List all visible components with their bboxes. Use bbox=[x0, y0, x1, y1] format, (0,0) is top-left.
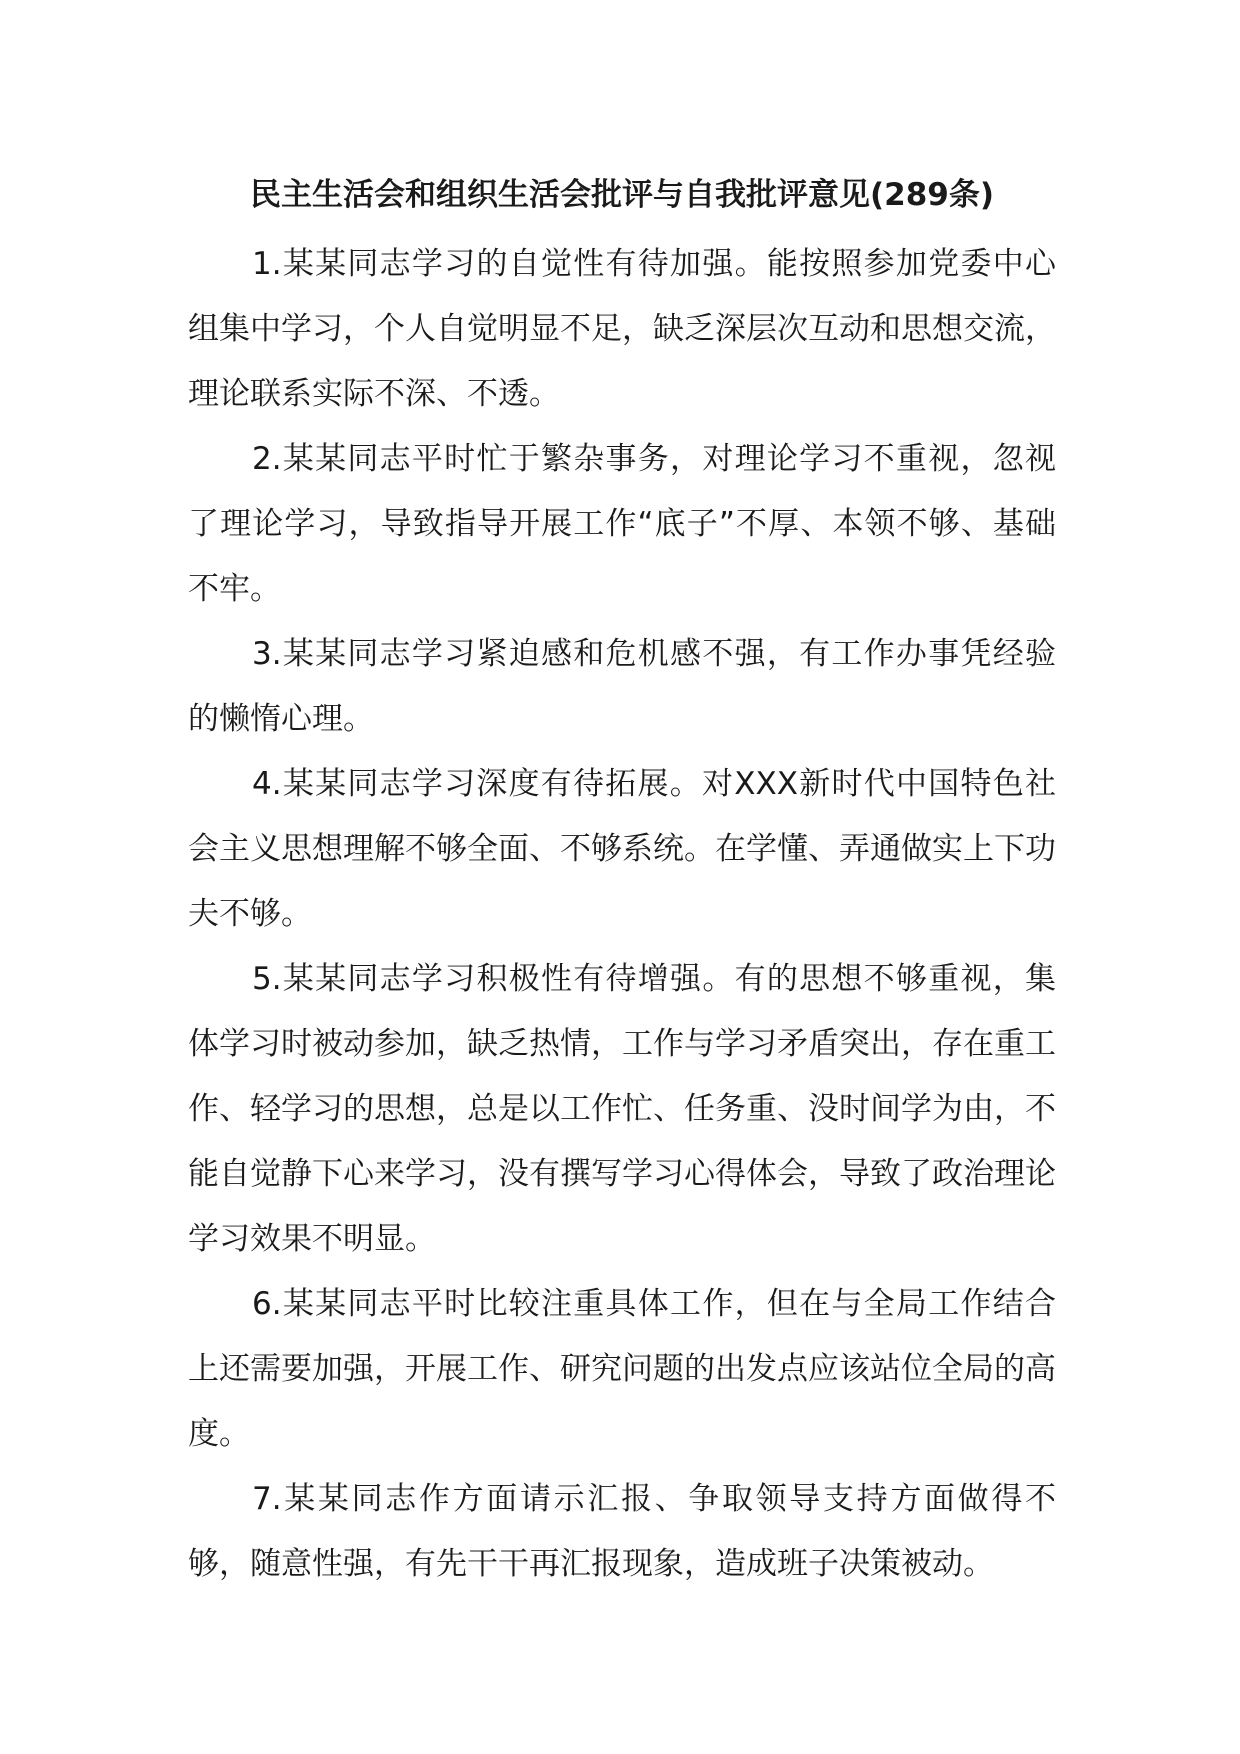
paragraph-7: 7.某某同志作方面请示汇报、争取领导支持方面做得不够，随意性强，有先干干再汇报现象，造成班子决策被动。 bbox=[188, 1481, 1056, 1582]
paragraph-6: 6.某某同志平时比较注重具体工作，但在与全局工作结合上还需要加强，开展工作、研究问题的出发点应该站位全局的高度。 bbox=[188, 1286, 1056, 1452]
paragraph-2: 2.某某同志平时忙于繁杂事务，对理论学习不重视，忽视了理论学习，导致指导开展工作“底子”不厚、本领不够、基础不牢。 bbox=[188, 441, 1056, 607]
paragraph-4: 4.某某同志学习深度有待拓展。对XXX新时代中国特色社会主义思想理解不够全面、不够系统。在学懂、弄通做实上下功夫不够。 bbox=[188, 766, 1056, 932]
document-title: 民主生活会和组织生活会批评与自我批评意见(289条) bbox=[249, 177, 995, 213]
paragraph-1: 1.某某同志学习的自觉性有待加强。能按照参加党委中心组集中学习，个人自觉明显不足，缺乏深层次互动和思想交流，理论联系实际不深、不透。 bbox=[188, 246, 1056, 412]
paragraph-5: 5.某某同志学习积极性有待增强。有的思想不够重视，集体学习时被动参加，缺乏热情，工作与学习矛盾突出，存在重工作、轻学习的思想，总是以工作忙、任务重、没时间学为由，不能自觉静下心来学习，没有撰写学习心得体会，导致了政治理论学习效果不明显。 bbox=[188, 961, 1056, 1257]
paragraph-3: 3.某某同志学习紧迫感和危机感不强，有工作办事凭经验的懒惰心理。 bbox=[188, 636, 1056, 737]
document-body bbox=[188, 232, 1056, 1597]
